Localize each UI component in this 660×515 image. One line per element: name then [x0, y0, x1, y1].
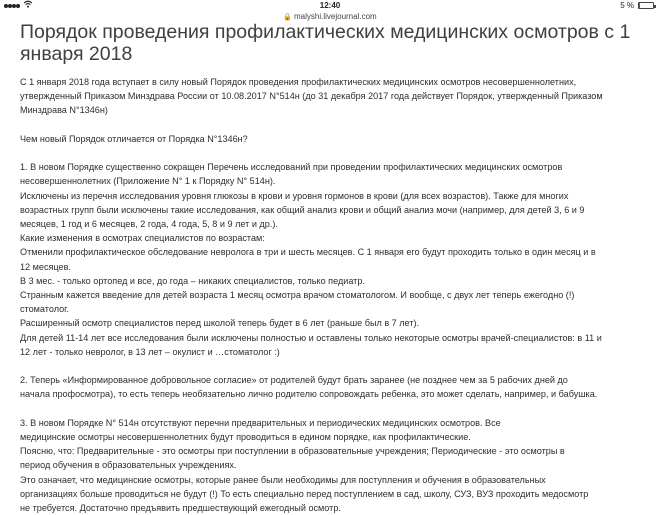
text-line: Какие изменения в осмотрах специалистов по возрастам:	[20, 233, 265, 244]
url-text: malyshi.livejournal.com	[294, 12, 377, 21]
battery-percent: 5 %	[620, 1, 634, 10]
text-line: период обучения в образовательных учреждениях.	[20, 460, 237, 471]
paragraph-gap	[20, 146, 650, 160]
status-right	[620, 0, 654, 11]
lock-icon: 🔒	[283, 14, 292, 21]
text-line: Исключены из перечня исследования уровня глюкозы в крови и уровня гормонов в крови (для всех возрастов). Также для многих	[20, 190, 569, 201]
text-line: организациях больше проводиться не будут (!) То есть специально перед поступлением в сад, школу, СУЗ, ВУЗ проходить медосмотр	[20, 488, 589, 499]
text-line: В 3 мес. - только ортопед и все, до года – никаких специалистов, только педиатр.	[20, 275, 365, 286]
text-line: Минздрава N°1346н)	[20, 105, 108, 116]
text-line: возрастных групп были исключены такие исследования, как общий анализ крови и общий анализ мочи (например, для детей 3, 6 и 9	[20, 204, 585, 215]
text-line: медицинские осмотры несовершеннолетних будут проводиться в едином порядке, как профилактические.	[20, 432, 471, 443]
text-line: Чем новый Порядок отличается от Порядка N°1346н?	[20, 133, 248, 144]
text-line: утвержденный Приказом Минздрава России от 10.08.2017 N°514н (до 31 декабря 2017 года действует Порядок, утвержденный Приказом	[20, 91, 603, 102]
text-line: Это означает, что медицинские осмотры, которые ранее были необходимы для поступления и обучения в образовательных	[20, 474, 546, 485]
text-line: Странным кажется введение для детей возраста 1 месяц осмотра врачом стоматологом. И вообще, с двух лет теперь ежегодно (!)	[20, 290, 575, 301]
paragraph-gap	[20, 359, 650, 373]
text-line: стоматолог.	[20, 304, 69, 315]
article	[20, 21, 650, 515]
text-line: С 1 января 2018 года вступает в силу новый Порядок проведения профилактических медицинских осмотров несовершеннолетних,	[20, 77, 577, 87]
text-line: Расширенный осмотр специалистов перед школой теперь будет в 6 лет (раньше был в 7 лет).	[20, 318, 420, 329]
text-line: Для детей 11-14 лет все исследования были исключены полностью и оставлены только некоторые осмотры врачей-специалистов: в 11 и	[20, 332, 602, 343]
title-line: Порядок проведения профилактических медицинских осмотров с 1	[20, 21, 631, 43]
article-body	[20, 75, 650, 515]
status-bar	[0, 0, 660, 11]
text-line: 12 лет - только невролог, в 13 лет – окулист и …стоматолог :)	[20, 346, 280, 357]
title-line: января 2018	[20, 43, 133, 65]
text-line: 1. В новом Порядке существенно сокращен Перечень исследований при проведении профилактических медицинских осмотров	[20, 162, 563, 173]
article-title	[20, 21, 650, 65]
text-line: 12 месяцев.	[20, 261, 71, 272]
status-time: 12:40	[319, 1, 341, 10]
text-line: несовершеннолетних (Приложение N° 1 к Порядку N° 514н).	[20, 176, 276, 187]
text-line: 2. Теперь «Информированное добровольное согласие» от родителей будут брать заранее (не позднее чем за 5 рабочих дней до	[20, 375, 568, 386]
battery-icon	[638, 2, 654, 9]
text-line: не требуется. Достаточно предъявить предшествующий ежегодный осмотр.	[20, 503, 341, 514]
text-line: Отменили профилактическое обследование невролога в три и шесть месяцев. С 1 января его будут проходить только в один месяц и в	[20, 247, 596, 258]
text-line: месяцев, 1 год и 6 месяцев, 2 года, 4 года, 5, 8 и 9 лет и др.).	[20, 219, 278, 229]
text-line: 3. В новом Порядке N° 514н отсутствуют перечни предварительных и периодических медицинских осмотров. Все	[20, 417, 501, 428]
paragraph-gap	[20, 118, 650, 132]
text-line: Поясню, что: Предварительные - это осмотры при поступлении в образовательные учреждения; Периодические - это осмотры в	[20, 446, 565, 457]
text-line: начала профосмотра), то есть теперь необязательно лично родителю сопровождать ребенка, это может сделать, например, и бабушка.	[20, 389, 598, 400]
paragraph-gap	[20, 402, 650, 416]
